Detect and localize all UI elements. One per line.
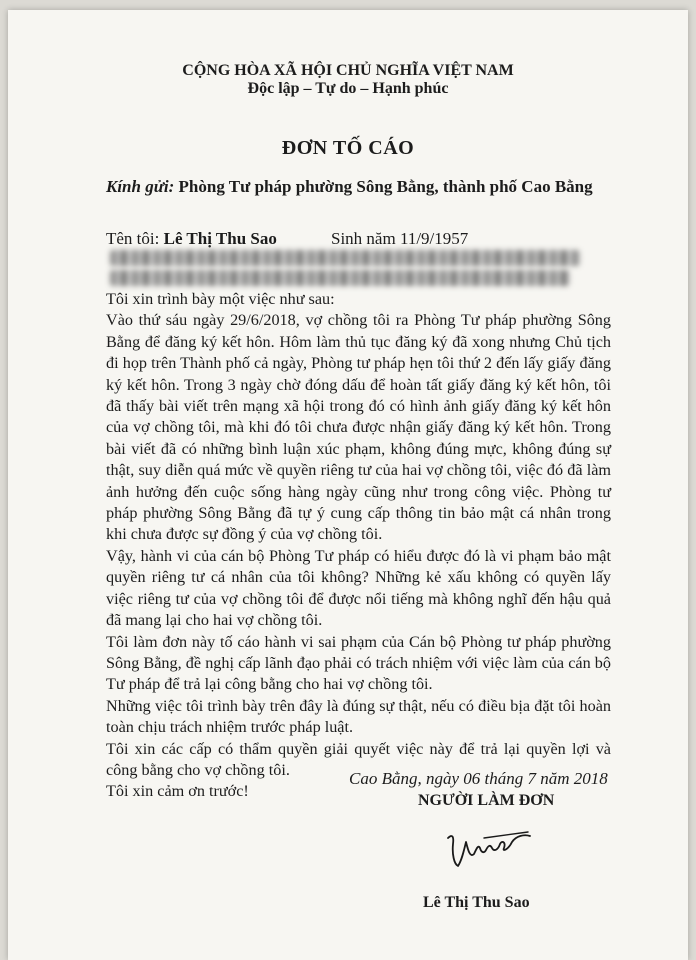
letter-body [106, 289, 611, 803]
applicant-name-label: Tên tôi: [106, 229, 160, 248]
body-paragraph: Tôi xin cảm ơn trước! [106, 782, 249, 801]
body-paragraph: Những việc tôi trình bày trên đây là đúng sự thật, nếu có điều bịa đặt tôi hoàn toàn chịu trách nhiệm trước pháp luật. [106, 696, 611, 737]
body-paragraph: Vậy, hành vi của cán bộ Phòng Tư pháp có hiểu được đó là vi phạm bảo mật quyền riêng tư cá nhân của tôi không? Những kẻ xấu không có quyền lấy việc riêng tư của vợ chồng tôi để được nổi tiếng mà không nghĩ đến hậu quả đã mang lại cho hai vợ chồng tôi. [106, 546, 611, 630]
redacted-address-line [110, 250, 580, 266]
signer-name: Lê Thị Thu Sao [423, 894, 530, 911]
applicant-dob: Sinh năm 11/9/1957 [331, 229, 469, 248]
handwritten-signature [444, 824, 534, 872]
national-motto: Độc lập – Tự do – Hạnh phúc [247, 80, 449, 97]
recipient-label: Kính gửi: [106, 177, 175, 196]
place-date: Cao Bằng, ngày 06 tháng 7 năm 2018 [349, 769, 608, 788]
recipient-line [106, 177, 593, 197]
applicant-name-line [106, 229, 277, 249]
signer-label: NGƯỜI LÀM ĐƠN [418, 792, 555, 809]
body-paragraph: Tôi xin các cấp có thẩm quyền giải quyết việc này để trả lại quyền lợi và công bằng cho vợ chồng tôi. [106, 739, 611, 779]
recipient-value: Phòng Tư pháp phường Sông Bằng, thành phố Cao Bằng [178, 177, 593, 196]
document-title: ĐƠN TỐ CÁO [281, 137, 415, 159]
body-paragraph: Tôi làm đơn này tố cáo hành vi sai phạm của Cán bộ Phòng tư pháp phường Sông Bằng, đề nghị cấp lãnh đạo phải có trách nhiệm với việc làm của cán bộ Tư pháp để trả lại công bằng cho hai vợ chồng tôi. [106, 632, 611, 694]
redacted-address-line [110, 270, 570, 286]
national-heading: CỘNG HÒA XÃ HỘI CHỦ NGHĨA VIỆT NAM [182, 62, 514, 79]
body-paragraph: Tôi xin trình bày một việc như sau: [106, 290, 335, 308]
applicant-name: Lê Thị Thu Sao [163, 229, 277, 248]
body-paragraph: Vào thứ sáu ngày 29/6/2018, vợ chồng tôi ra Phòng Tư pháp phường Sông Bằng để đăng ký kết hôn. Hôm làm thủ tục đăng ký đã xong nhưng Chủ tịch đi họp trên Thành phố cả ngày, Phòng tư pháp hẹn tôi thứ 2 đến lấy giấy đăng ký kết hôn. Trong 3 ngày chờ đóng dấu để hoàn tất giấy đăng ký kết hôn, tôi đã thấy bài viết trên mạng xã hội trong đó có hình ảnh giấy đăng ký kết hôn của vợ chồng tôi, mà khi đó tôi chưa được nhận giấy đăng ký kết hôn. Trong bài viết đã có những bình luận xúc phạm, không đúng mực, không đúng sự thật, suy diễn quá mức về quyền riêng tư của hai vợ chồng tôi, việc đó đã làm ảnh hưởng đến cuộc sống hàng ngày cũng như trong công việc. Phòng tư pháp phường Sông Bằng đã tự ý cung cấp thông tin bảo mật cá nhân trong khi chưa được sự đồng ý của vợ chồng tôi. [106, 311, 611, 544]
